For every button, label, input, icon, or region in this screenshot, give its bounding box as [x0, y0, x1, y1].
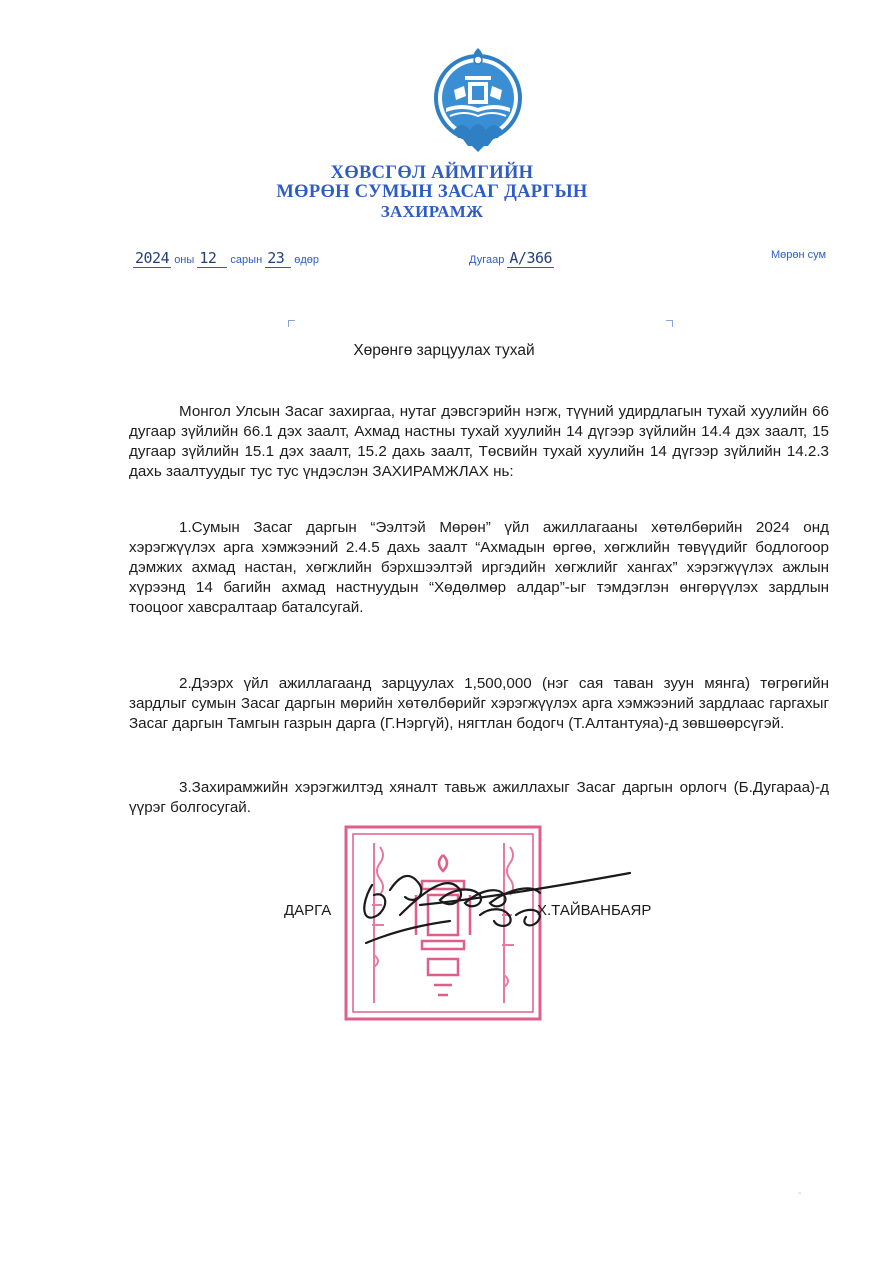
order-item-2 [129, 674, 829, 734]
org-name-line2: МӨРӨН СУМЫН ЗАСАГ ДАРГЫН [276, 182, 588, 202]
number-label: Дугаар [469, 254, 505, 266]
date-month: 12 [197, 249, 227, 268]
order-item-3-text: 3.Захирамжийн хэрэгжилтэд хяналт тавьж ажиллахыг Засаг даргын орлогч (Б.Дугараа)-д үүрэг болгосугай. [129, 779, 829, 816]
org-name-line1: ХӨВСГӨЛ АЙМГИЙН [330, 163, 534, 183]
date-day: 23 [265, 249, 291, 268]
order-item-2-text: 2.Дээрх үйл ажиллагаанд зарцуулах 1,500,000 (нэг сая таван зуун мянга) төгрөгийн зардлыг сумын Засаг даргын мөрийн хөтөлбөрийг хэрэгжүүлэх арга хэмжээний зардлаас гаргахыг Засаг даргын Тамгын газрын дарга (Г.Нэргүй), нягтлан бодогч (Т.Алтантуяа)-д зөвшөөрсүгэй. [129, 675, 829, 732]
document-number: A/366 [509, 249, 553, 267]
place: Мөрөн сум [771, 249, 827, 261]
corner-mark-right [666, 320, 673, 327]
order-item-1 [129, 518, 829, 618]
corner-mark-left [288, 320, 295, 327]
order-item-1-text: 1.Сумын Засаг даргын “Ээлтэй Мөрөн” үйл ажиллагааны хөтөлбөрийн 2024 онд хэрэгжүүлэх арга хэмжээний 2.4.5 дахь заалт “Ахмадын өргөө, хөгжлийн төвүүдийг бодлогоор дэмжих ахмад настан, хөгжлийн бэрхшээлтэй иргэдийн хөгжлийг хангах” хэрэгжүүлэх ажлын хүрээнд 14 багийн ахмад настнуудын “Хөдөлмөр алдар”-ыг тэмдэглэн өнгөрүүлэх зардлын тооцоог хавсралтаар баталсугай. [129, 519, 829, 616]
order-item-3 [129, 778, 829, 818]
signatory-title: ДАРГА [284, 902, 332, 919]
preamble-paragraph [129, 402, 829, 482]
document-subject: Хөрөнгө зарцуулах тухай [353, 342, 535, 359]
date-day-suffix: өдөр [294, 254, 320, 266]
date-year: 2024 [135, 249, 170, 267]
date-line [133, 249, 319, 268]
date-month-suffix: сарын [230, 254, 263, 266]
state-emblem-icon [432, 46, 524, 154]
preamble-text: Монгол Улсын Засаг захиргаа, нутаг дэвсгэрийн нэгж, түүний удирдлагын тухай хуулийн 66 дугаар зүйлийн 66.1 дэх заалт, Ахмад настны тухай хуулийн 14 дүгээр зүйлийн 14.4 дэх заалт, 15 дугаар зүйлийн 15.1 дэх заалт, 15.2 дахь заалт, Төсвийн тухай хуулийн 14 дүгээр зүйлийн 14.2.3 дахь заалтуудыг тус тус үндэслэн ЗАХИРАМЖЛАХ нь: [129, 403, 829, 480]
date-year-suffix: оны [174, 254, 195, 266]
signatory-name: Х.ТАЙВАНБАЯР [537, 902, 652, 919]
document-type: ЗАХИРАМЖ [380, 202, 484, 221]
number-line [469, 249, 554, 268]
